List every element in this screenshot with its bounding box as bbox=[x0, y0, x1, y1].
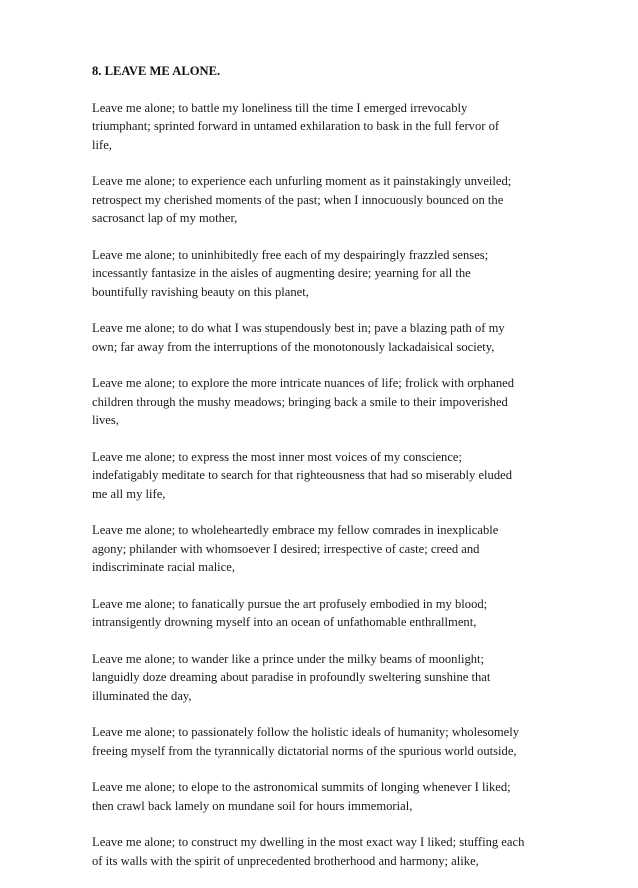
stanza-line: Leave me alone; to uninhibitedly free each of my despairingly frazzled senses; bbox=[92, 247, 489, 262]
stanza-line: agony; philander with whomsoever I desired; irrespective of caste; creed and bbox=[92, 541, 480, 556]
stanza-line: Leave me alone; to wholeheartedly embrace my fellow comrades in inexplicable bbox=[92, 523, 499, 537]
stanza-line: Leave me alone; to do what I was stupendously best in; pave a blazing path of my bbox=[92, 321, 505, 335]
stanza-line: triumphant; sprinted forward in untamed exhilaration to bask in the full fervor of bbox=[92, 119, 500, 133]
stanza-line: indiscriminate racial malice, bbox=[92, 560, 236, 574]
stanza-line: freeing myself from the tyrannically dictatorial norms of the spurious world outside, bbox=[92, 743, 517, 758]
stanza-line: then crawl back lamely on mundane soil for hours immemorial, bbox=[92, 798, 413, 813]
stanza-line: own; far away from the interruptions of the monotonously lackadaisical society, bbox=[92, 339, 495, 354]
stanza-line: illuminated the day, bbox=[92, 688, 192, 703]
stanza-line: indefatigably meditate to search for that righteousness that had so miserably eluded bbox=[92, 468, 513, 482]
stanza bbox=[92, 521, 552, 577]
stanza bbox=[92, 650, 552, 706]
stanza-line: Leave me alone; to elope to the astronomical summits of longing whenever I liked; bbox=[92, 780, 511, 794]
stanza-line: children through the mushy meadows; bringing back a smile to their impoverished bbox=[92, 394, 508, 409]
stanza-list bbox=[92, 99, 552, 871]
stanza-line: retrospect my cherished moments of the past; when I innocuously bounced on the bbox=[92, 192, 504, 207]
stanza bbox=[92, 723, 552, 760]
stanza-line: bountifully ravishing beauty on this planet, bbox=[92, 284, 309, 299]
stanza bbox=[92, 833, 552, 870]
stanza-line: languidly doze dreaming about paradise in profoundly sweltering sunshine that bbox=[92, 670, 491, 684]
stanza bbox=[92, 595, 552, 632]
stanza-line: Leave me alone; to wander like a prince under the milky beams of moonlight; bbox=[92, 651, 485, 666]
stanza-line: Leave me alone; to passionately follow the holistic ideals of humanity; wholesomely bbox=[92, 725, 520, 739]
stanza-line: Leave me alone; to explore the more intricate nuances of life; frolick with orphaned bbox=[92, 376, 515, 390]
poem-body bbox=[92, 62, 552, 888]
stanza-line: lives, bbox=[92, 413, 119, 427]
stanza bbox=[92, 778, 552, 815]
stanza-line: life, bbox=[92, 137, 112, 152]
stanza-line: Leave me alone; to battle my loneliness till the time I emerged irrevocably bbox=[92, 100, 468, 115]
stanza bbox=[92, 172, 552, 228]
stanza bbox=[92, 374, 552, 430]
stanza-line: intransigently drowning myself into an ocean of unfathomable enthrallment, bbox=[92, 615, 477, 629]
stanza-line: Leave me alone; to construct my dwelling in the most exact way I liked; stuffing each bbox=[92, 835, 525, 849]
stanza-line: incessantly fantasize in the aisles of augmenting desire; yearning for all the bbox=[92, 266, 471, 280]
stanza bbox=[92, 448, 552, 504]
poem-title: 8. LEAVE ME ALONE. bbox=[92, 64, 221, 78]
stanza bbox=[92, 246, 552, 302]
stanza bbox=[92, 319, 552, 356]
stanza-line: me all my life, bbox=[92, 486, 166, 501]
stanza-line: Leave me alone; to experience each unfurling moment as it painstakingly unveiled; bbox=[92, 174, 512, 188]
stanza-line: Leave me alone; to express the most inner most voices of my conscience; bbox=[92, 449, 463, 464]
stanza bbox=[92, 99, 552, 155]
stanza-line: of its walls with the spirit of unprecedented brotherhood and harmony; alike, bbox=[92, 853, 479, 868]
stanza-line: Leave me alone; to fanatically pursue the art profusely embodied in my blood; bbox=[92, 596, 488, 611]
stanza-line: sacrosanct lap of my mother, bbox=[92, 211, 238, 225]
